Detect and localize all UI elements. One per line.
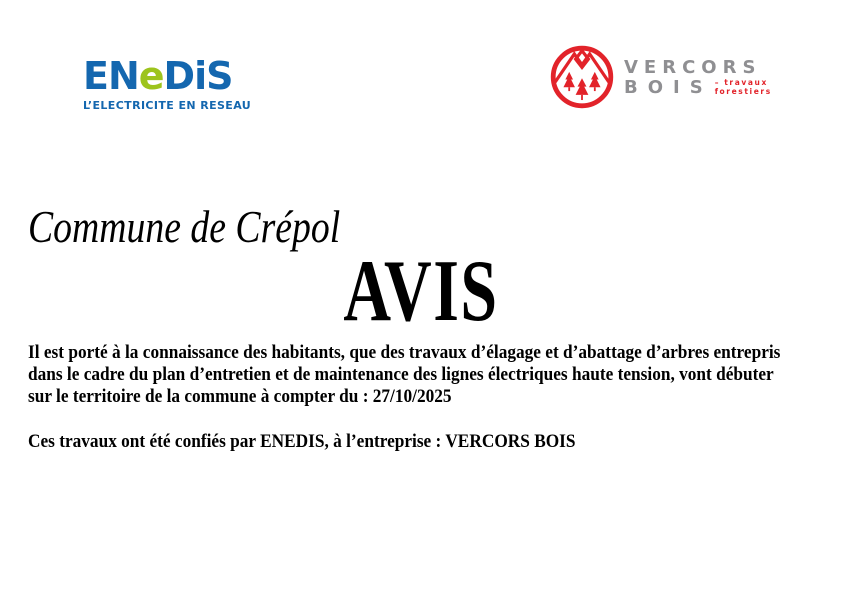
enedis-wordmark	[83, 54, 251, 98]
body-line-1: Il est porté à la connaissance des habitants, que des travaux d’élagage et d’abattage d’arbres entrepris	[28, 342, 781, 363]
fir-tree-center	[576, 78, 589, 95]
body-line-2: dans le cadre du plan d’entretien et de maintenance des lignes électriques haute tension, vont débuter	[28, 364, 774, 385]
vercors-name-top: VERCORS	[624, 57, 762, 78]
notice-footer-sentence: Ces travaux ont été confiés par ENEDIS, à l’entreprise : VERCORS BOIS	[28, 431, 576, 452]
notice-body-paragraph	[28, 342, 780, 408]
vercors-tagline	[715, 78, 772, 98]
vercors-name-bottom: BOIS	[624, 77, 713, 98]
fir-tree-center-trunk	[581, 95, 583, 100]
commune-title: Commune de Crépol	[28, 201, 341, 252]
vercors-mountain-trees-icon	[550, 44, 614, 110]
vercors-tagline-line2: forestiers	[714, 87, 772, 96]
enedis-logo	[83, 54, 252, 112]
vercors-tagline-line1: – travaux	[714, 78, 768, 87]
enedis-wordmark-green-e: e	[138, 54, 164, 98]
enedis-wordmark-right: DiS	[163, 54, 233, 98]
enedis-wordmark-left: EN	[83, 54, 139, 98]
vercors-bois-logo	[550, 44, 772, 110]
fir-tree-right	[589, 72, 601, 87]
body-line-3: sur le territoire de la commune à compter du : 27/10/2025	[28, 386, 452, 407]
notice-title: AVIS	[343, 243, 499, 340]
vercors-wordmark	[624, 44, 772, 110]
fir-tree-left-trunk	[568, 87, 570, 91]
fir-tree-right-trunk	[594, 87, 596, 91]
fir-tree-left	[563, 72, 575, 87]
enedis-tagline: L’ELECTRICITE EN RESEAU	[83, 99, 252, 112]
fir-trees	[563, 72, 600, 100]
mountain-diamond-peak	[576, 51, 589, 68]
